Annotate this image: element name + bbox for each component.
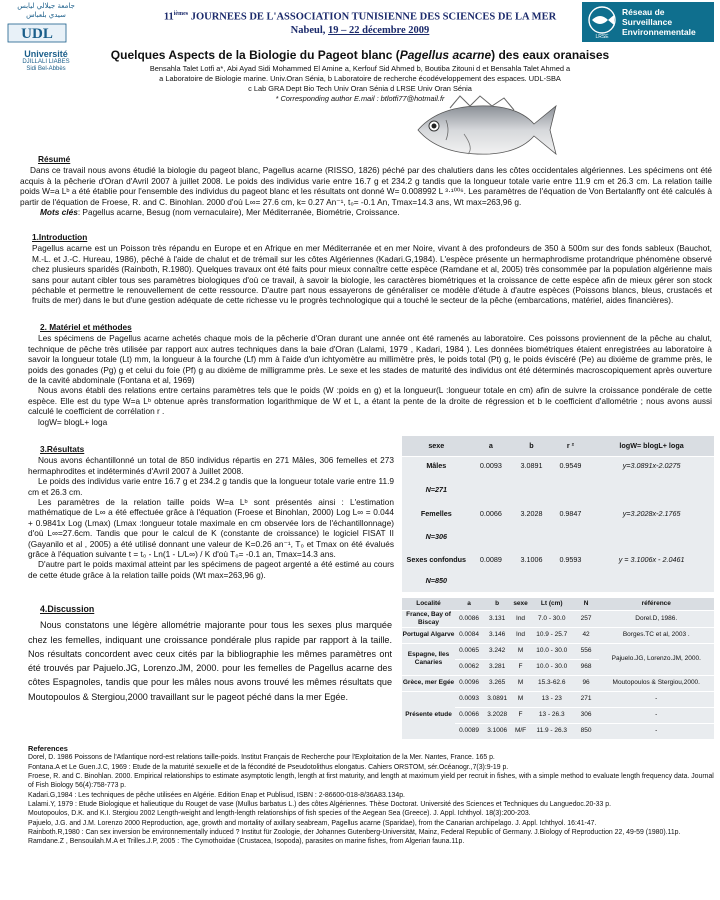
table-cell: 0.0089 (455, 723, 483, 739)
keywords: : Pagellus acarne, Besug (nom vernaculaire), Mer Méditerranée, Biométrie, Croissance. (77, 207, 400, 218)
comparison-table-body (402, 610, 714, 739)
section-references (28, 744, 718, 847)
t1-cell: 3.2028 (520, 508, 543, 518)
t1-head-eq: logW= blogL+ loga (589, 436, 714, 456)
results-text-3: Les paramètres de la relation taille poids W=a Lᵇ sont présentés ainsi : L'estimation mathématique de L∞ a été effectuée grâce à l'équation (Froese et Binohlan, 2000) Log L∞ = 0.044 + 0.9841x Log (Lmax) (Lmax :longueur totale maximale en cm observée lors de l'échantillonnage) d'où L∞=27.6cm. Tandis que pour le calcul de K (constante de croissance) le logiciel FISAT II (Gayanilo et al , 2005) a été utilisé donnant une valeur de K=0.26 an⁻¹, T₀ et Tmax on été évalués grâce à l'équation suivante t = t₀ - Ln(1 - L/L∞) / K d'où T₀= -0.1 an, Tmax=14.3 ans. (28, 497, 394, 560)
t1-cell: 0.9593 (559, 554, 582, 564)
t1-cell-n: N=306 (425, 531, 447, 541)
logo-university-name2: DJILLALI LIABES (22, 59, 70, 65)
poster-title (60, 48, 660, 62)
regression-table-header (402, 436, 714, 456)
locality-cell: Présente etude (402, 691, 455, 739)
table-cell: 850 (574, 723, 599, 739)
table-cell: 13 - 26.3 (530, 707, 574, 723)
reference-cell: - (599, 691, 714, 707)
logo-university-city: Sidi Bel-Abbès (26, 66, 66, 72)
conference-header (140, 8, 580, 37)
title-post: ) des eaux oranaises (491, 48, 610, 62)
fish-logo-icon (582, 2, 714, 42)
regression-table (402, 436, 714, 592)
logo-right-line2: Surveillance (622, 17, 673, 27)
table-cell: 96 (574, 675, 599, 691)
table-cell: 306 (574, 707, 599, 723)
t1-cell: y = 3.1006x - 2.0461 (618, 554, 685, 564)
table-cell: M (511, 691, 530, 707)
table-row (402, 691, 714, 707)
discussion-text: Nous constatons une légère allométrie majorante pour tous les sexes plus marquée chez les femelles, indiquant une croissance pondérale plus rapide par rapport à la taille. Nos résultats concordent avec ceux cités par la bibliographie les mêmes paramètres ont été trouvés par Pajuelo.JG, Lorenzo.JM, 2000. pour les femelles de Pagellus acarne des côtes Espagnoles, tandis que pour les mâles nous avons trouvé les mêmes résultats que Moutopoulos & Stergiou,2000 travaillant sur le pageot péché dans la mer Egée. (28, 620, 392, 702)
section-methods (28, 322, 712, 427)
reference-cell: Pajuelo.JG, Lorenzo.JM, 2000. (599, 643, 714, 675)
table-cell: 3.0891 (483, 691, 511, 707)
t2-head: b (483, 598, 511, 610)
table-cell: 3.242 (483, 643, 511, 659)
title-species: Pagellus acarne (399, 48, 492, 62)
t2-head: Lt (cm) (530, 598, 574, 610)
references-heading: References (28, 744, 68, 753)
table-row (402, 504, 714, 522)
title-pre: Quelques Aspects de la Biologie du Pageot blanc ( (110, 48, 400, 62)
table-cell: 968 (574, 659, 599, 675)
t2-head: N (574, 598, 599, 610)
section-resume (20, 154, 712, 217)
results-text-4: D'autre part le poids maximal atteint par les spécimens de pageot argenté a été estimé au cours de cette étude grâce à la relation taille poids (Wt max=263,96 g). (28, 559, 394, 580)
locality-cell: Espagne, Iles Canaries (402, 643, 455, 675)
table-row (402, 474, 714, 504)
section-introduction (32, 232, 712, 306)
locality-cell: Grèce, mer Egée (402, 675, 455, 691)
reference-cell: Moutopoulos & Stergiou,2000. (599, 675, 714, 691)
table-cell: 0.0084 (455, 627, 483, 643)
udl-mark-icon (6, 22, 68, 44)
t1-cell-n: N=271 (425, 484, 447, 494)
table-row (402, 522, 714, 550)
table-cell: 3.146 (483, 627, 511, 643)
table-cell: 0.0062 (455, 659, 483, 675)
table-cell: M (511, 643, 530, 659)
reference-cell: - (599, 723, 714, 739)
results-text-1: Nous avons échantillonné un total de 850 individus répartis en 271 Mâles, 306 femelles et 273 hermaphrodites et indéterminés d'Avril 2007 à Juillet 2008. (28, 455, 394, 476)
table-cell: 3.1006 (483, 723, 511, 739)
results-text-2: Le poids des individus varie entre 16.7 g et 234.2 g tandis que la longueur totale varie entre 11.9 cm et 26.3 cm. (28, 476, 394, 497)
t1-cell: y=3.0891x-2.0275 (622, 460, 681, 470)
methods-formula: logW= blogL+ loga (38, 416, 108, 427)
intro-heading: 1.Introduction (32, 232, 88, 242)
logo-right-small: LRSE (595, 34, 609, 39)
reference-item: Fontana.A et Le Guen.J.C, 1969 : Etude de la maturité sexuelle et de la fécondité de Pseudotolithus elongatus. Cahiers ORSTOM, sér.Océanogr.,7(3):9-19 p. (28, 763, 509, 771)
authors-line4: * Corresponding author E.mail : btlotfi77@hotmail.fr (275, 94, 445, 103)
table-cell: 257 (574, 610, 599, 627)
authors-line3: c Lab GRA Dept Bio Tech Univ Oran Sénia d LRSE Univ Oran Sénia (248, 84, 472, 93)
t1-cell: 0.0089 (479, 554, 502, 564)
reference-cell: Borges.TC et al, 2003 . (599, 627, 714, 643)
reference-item: Pajuelo, J.G. and J.M. Lorenzo 2000 Reproduction, age, growth and mortality of axillary seabream, Pagellus acarne (Sparidae), from the Canarian archipelago. J. Appl. Ichthyol. 16:41-47. (28, 819, 597, 827)
logo-right-line1: Réseau de (622, 7, 665, 17)
logo-right-line3: Environnementale (622, 27, 696, 37)
t1-head-r2: r ² (552, 436, 589, 456)
reference-cell: Dorel.D, 1986. (599, 610, 714, 627)
t1-cell: 3.1006 (520, 554, 543, 564)
t1-cell: Sexes confondus (406, 554, 467, 564)
t1-head-a: a (471, 436, 512, 456)
t1-cell: Mâles (426, 460, 447, 470)
locality-cell: France, Bay of Biscay (402, 610, 455, 627)
reference-item: Kadari.G,1984 : Les techniques de pêche utilisées en Algérie. Edition Enap et Publisud, ISBN : 2-86600-018-8/36A83.134p. (28, 791, 405, 799)
table-cell: M (511, 675, 530, 691)
logo-arabic-1: جامعة جيلالي ليابس (17, 2, 75, 10)
table-cell: 0.0065 (455, 643, 483, 659)
methods-heading: 2. Matériel et méthodes (40, 322, 132, 332)
section-results (28, 444, 394, 580)
table-cell: 42 (574, 627, 599, 643)
authors-block (60, 64, 660, 104)
t1-head-b: b (511, 436, 552, 456)
resume-text: Dans ce travail nous avons étudié la biologie du pageot blanc, Pagellus acarne (RISSO, 1826) péché par des chalutiers dans les côtes occidentales algériennes. Les spécimens ont été acquis à la pêcherie d'Oran d'Avril 2007 à juillet 2008. Le poids des individus varie entre 16.7 g et 234.2 g tandis que la longueur totale varie entre 11.9 cm et 26.3 cm. La relation taille poids W=a Lᵇ a été établie pour l'ensemble des individus du pageot blanc et les résultats ont donné W= 0.008992 L ³·¹⁰⁰⁶. Les paramètres de l'équation de Von Bertalanffy ont été calculés à partir de l'équation de Froese, R. and C. Binohlan. 2000 d'où L∞= 27.6 cm, k= 0.27 An⁻¹, t₀= -0.1 An, Tmax=14.3 ans, Wt max=263,96 g. (20, 165, 712, 207)
reference-item: Moutopoulos, D.K. and K.I. Stergiou 2002 Length-weight and length-length relationships of fish species of the Aegean Sea (Greece). J. Appl. Ichthyol. 18(3):200-203. (28, 810, 531, 818)
discussion-heading: 4.Discussion (40, 604, 95, 614)
reference-item: Froese, R. and C. Binohlan. 2000. Empirical relationships to estimate asymptotic length, length at first maturity, and length at maximum yield per recruit in fishes, with a simple method to evaluate length frequency data. Journal of Fish Biology 56(4):758-773 p. (28, 773, 714, 790)
table-cell: 0.0096 (455, 675, 483, 691)
locality-cell: Portugal Algarve (402, 627, 455, 643)
t1-cell: 0.0093 (479, 460, 502, 470)
table-cell: F (511, 659, 530, 675)
comparison-table (402, 598, 714, 739)
keywords-label: Mots clés (40, 207, 78, 218)
reference-item: Rainboth.R,1980 : Can sex inversion be environnementally induced ? Institut für Zoologie, der Johannes Gutenberg-Universität, Mainz, Federal Republic of Germany. J.Biology of Reproduction 22, 49-59 (1980).11p. (28, 829, 681, 837)
section-discussion (28, 602, 392, 704)
results-heading: 3.Résultats (40, 444, 85, 454)
table-row (402, 456, 714, 474)
conf-dates: 19 – 22 décembre 2009 (328, 24, 430, 36)
table-row (402, 568, 714, 592)
table-row (402, 627, 714, 643)
table-row (402, 550, 714, 568)
t2-head: référence (599, 598, 714, 610)
table-cell: 3.131 (483, 610, 511, 627)
table-cell: 10.0 - 30.0 (530, 659, 574, 675)
t2-head: Localité (402, 598, 455, 610)
methods-text-1: Les spécimens de Pagellus acarne achetés chaque mois de la pêcherie d'Oran durant une année ont été ramenés au laboratoire. Ces poissons proviennent de la pêche au chalut, technique de pêche très utilisée par rapport aux autres techniques dans la baie d'Oran (Lalami, 1979 , Kadari, 1984 ). Les données biométriques étaient enregistrées au laboratoire à savoir la longueur totale (Lt) mm, la longueur à la fourche (Lf) mm à l'aide d'un ichtyomètre au millimètre près, le poids total (Pt) g, le poids éviscéré (Pe) au dixième de gramme près, le poids des gonades (Pg) g et celui du foie (Pf) g au dixième de milligramme près. Le sexe et les stades de maturité des individus ont été déterminés macroscopiquement après ouverture de la cavité abdominale (Fontana et al, 1969) (28, 333, 712, 386)
methods-text-2: Nous avons établi des relations entre certains paramètres tels que le poids (W :poids en g) et la longueur(L :longueur totale en cm) afin de suivre la croissance pondérale de cette espèce. Elle est du type W=a Lᵇ obtenue après transformation logarithmique de W et L, a étant la pente de la droite de régression et b le coefficient d'allométrie ; nous avons aussi calculé le coefficient de corrélation r . (28, 385, 712, 417)
table-cell: 556 (574, 643, 599, 659)
table-cell: 3.2028 (483, 707, 511, 723)
table-cell: 271 (574, 691, 599, 707)
table-row (402, 643, 714, 659)
logo-mark-text: UDL (21, 26, 53, 42)
t2-head: sexe (511, 598, 530, 610)
resume-heading: Résumé (38, 154, 71, 164)
table-cell: 0.0086 (455, 610, 483, 627)
t1-head-sexe: sexe (402, 436, 471, 456)
table-cell: 0.0066 (455, 707, 483, 723)
authors-line1: Bensahla Talet Lotfi a*, Abi Ayad Sidi Mohammed El Amine a, Kerfouf Sid Ahmed b, Boutiba Zitouni d et Bensahla Talet Ahmed a (149, 64, 571, 73)
table-cell: 7.0 - 30.0 (530, 610, 574, 627)
t1-cell: 3.0891 (520, 460, 543, 470)
t1-cell: 0.0066 (479, 508, 502, 518)
table-cell: 15.3-62.6 (530, 675, 574, 691)
t1-cell: Femelles (420, 508, 452, 518)
table-cell: Ind (511, 610, 530, 627)
table-cell: 0.0093 (455, 691, 483, 707)
t1-cell-n: N=850 (425, 575, 447, 585)
table-cell: 3.265 (483, 675, 511, 691)
table-cell: Ind (511, 627, 530, 643)
table-row (402, 675, 714, 691)
table-cell: 3.281 (483, 659, 511, 675)
authors-line2: a Laboratoire de Biologie marine. Univ.Oran Sénia, b Laboratoire de recherche écodéveloppement des espaces. UDL-SBA (159, 74, 561, 83)
conf-title: JOURNEES DE L'ASSOCIATION TUNISIENNE DES SCIENCES DE LA MER (188, 11, 557, 23)
t1-cell: y=3.2028x-2.1765 (622, 508, 681, 518)
reference-item: Lalami.Y, 1979 : Etude Biologique et halieutique du Rouget de vase (Mullus barbatus L.) des côtes Algériennes. Thèse Doctorat. Université des Sciences et Techniques du Languedoc.20-33 p. (28, 801, 612, 809)
t2-head: a (455, 598, 483, 610)
table-cell: M/F (511, 723, 530, 739)
t1-cell: 0.9847 (559, 508, 582, 518)
reference-item: Dorel, D. 1986 Poissons de l'Atlantique nord-est relations taille-poids. Institut Français de Recherche pour l'Exploitation de la Mer. Nantes, France. 165 p. (28, 754, 495, 762)
network-fish-icon (586, 5, 618, 39)
reference-item: Ramdane.Z , Bensouilah.M.A et Trilles.J.P, 2005 : The Cymothoidae (Crustacea, Isopoda), parasites on marine fishes, from Algerian fauna.11p. (28, 838, 465, 846)
table-cell: 10.0 - 30.0 (530, 643, 574, 659)
t1-cell: 0.9549 (559, 460, 582, 470)
table-row (402, 610, 714, 627)
table-cell: 10.9 - 25.7 (530, 627, 574, 643)
conf-number-sup: ièmes (173, 11, 189, 17)
logo-arabic-2: سيدي بلعباس (26, 11, 66, 19)
table-cell: F (511, 707, 530, 723)
comparison-table-header (402, 598, 714, 610)
logo-university-name: Université (24, 49, 68, 59)
conf-number: 11 (163, 11, 174, 23)
reference-cell: - (599, 707, 714, 723)
table-cell: 13 - 23 (530, 691, 574, 707)
table-cell: 11.9 - 26.3 (530, 723, 574, 739)
intro-text: Pagellus acarne est un Poisson très répandu en Europe et en Afrique en mer Méditerranée et en mer Noire, vivant à des profondeurs de 350 à 500m sur des fonds sableux (Bauchot, M.-L. et J.-C. Hureau, 1986), pêché à l'aide de chalut et de trémail sur les côtes Algériennes (Kadari.G,1984). L'espèce présente un hermaphrodisme protandrique phénomène observé chez plusieurs sparidés (Rainboth, R.1980). Quelques travaux ont été faits pour mieux connaître cette espèce (Ramdane et al, 2005) très consommée par la population algérienne mais sans pour autant cibler tous ses paramètres biologiques d'où ce travail, à savoir la biologie, les caractères biométriques et la croissance de cette espèce afin de mieux gérer son stock péchable et permettre le renouvellement de cette ressource. D'autre part nous essayerons de généraliser ce modèle d'étude à d'autre espèces (Poissons blancs, bleus, crustacés et fruits de mer) dans le but d'une gestion adéquate de cette richesse vu le progrès technologique qui a touché le secteur de la pêche (embarcations, matériel, aides financières). (32, 243, 712, 306)
conf-place: Nabeul, (290, 24, 329, 36)
